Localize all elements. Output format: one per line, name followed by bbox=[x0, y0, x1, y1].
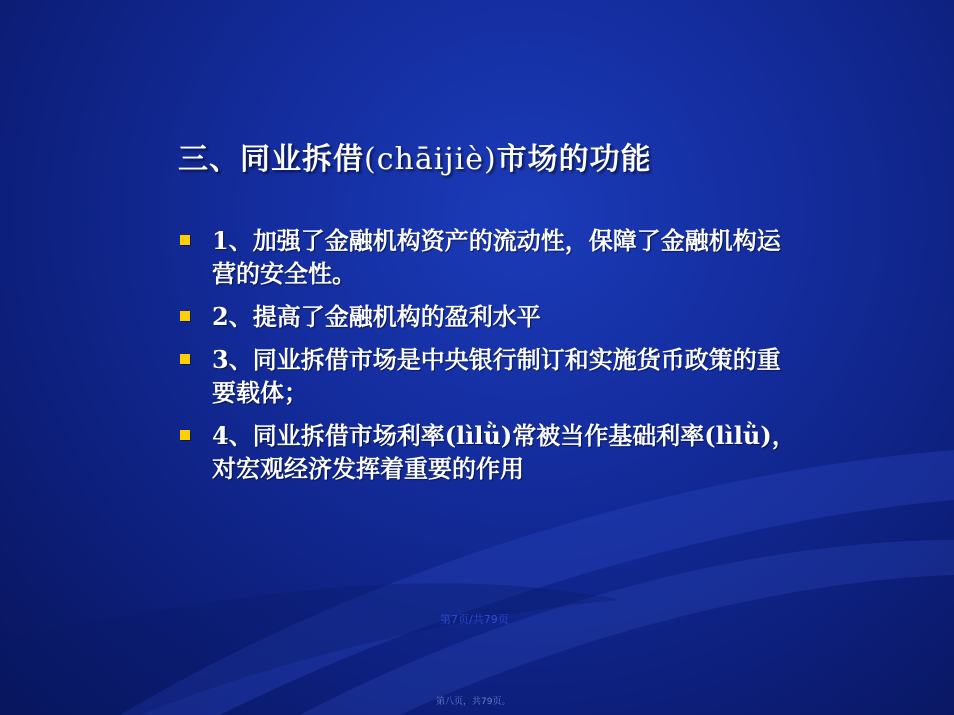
square-bullet-icon bbox=[180, 354, 190, 364]
square-bullet-icon bbox=[180, 311, 190, 321]
bullet-text: 4、同业拆借市场利率(lìlǜ)常被当作基础利率(lìlǜ)，对宏观经济发挥着重要的作用 bbox=[212, 421, 796, 483]
bullet-item bbox=[178, 419, 798, 485]
square-bullet-icon bbox=[180, 235, 190, 245]
title-prefix: 三、同业拆借 bbox=[178, 142, 364, 177]
page-watermark: 第7页/共79页 bbox=[440, 613, 509, 626]
title-pinyin: (chāijiè) bbox=[364, 142, 497, 177]
title-suffix: 市场的功能 bbox=[496, 142, 652, 177]
bullet-item bbox=[178, 300, 798, 333]
bullet-text: 2、提高了金融机构的盈利水平 bbox=[212, 302, 541, 331]
bullet-item bbox=[178, 224, 798, 290]
bullet-item bbox=[178, 343, 798, 409]
page-footer: 第八页，共79页。 bbox=[436, 697, 511, 707]
bullet-text: 3、同业拆借市场是中央银行制订和实施货币政策的重要载体； bbox=[212, 345, 781, 407]
bullet-text: 1、加强了金融机构资产的流动性，保障了金融机构运营的安全性。 bbox=[212, 226, 781, 288]
bullet-list bbox=[178, 224, 798, 495]
square-bullet-icon bbox=[180, 430, 190, 440]
slide-title bbox=[178, 134, 652, 178]
